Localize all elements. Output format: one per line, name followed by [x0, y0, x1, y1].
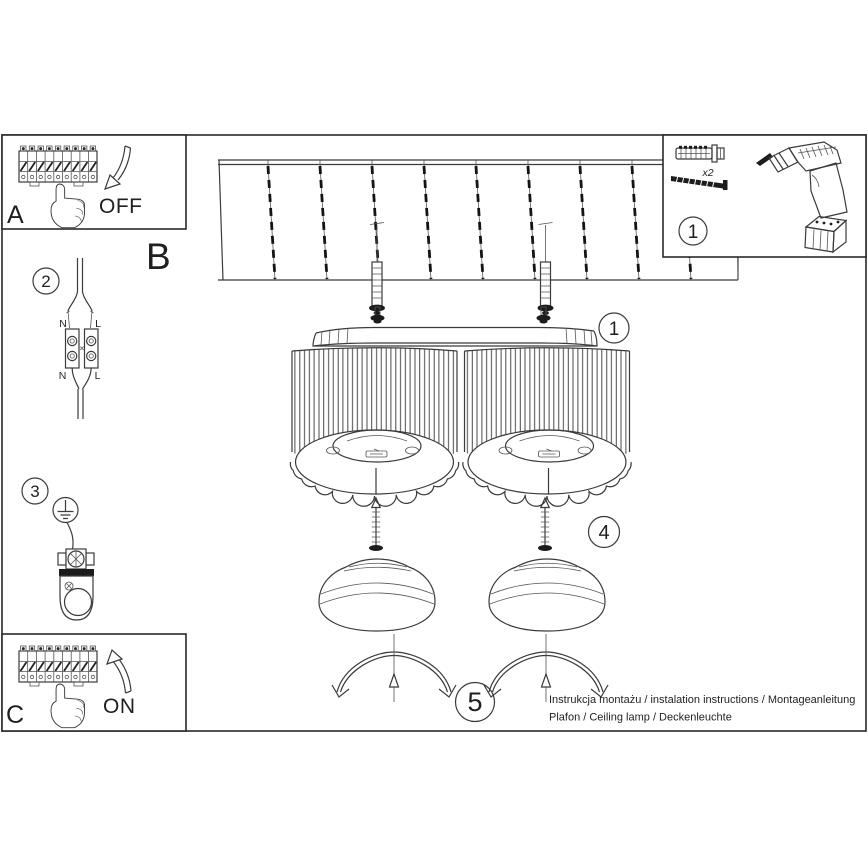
- on-label: ON: [103, 695, 136, 718]
- step4-number: 4: [598, 522, 610, 544]
- wiring-step: [33, 258, 101, 419]
- step3-badge: [22, 478, 48, 504]
- diffuser-cover: [319, 559, 605, 631]
- ground-wire: [67, 523, 73, 550]
- breaker-on-box: [2, 634, 186, 731]
- wire-l-bottom-label: L: [94, 370, 101, 382]
- step2-number: 2: [41, 272, 51, 291]
- footer-text: [549, 694, 855, 724]
- grounding-step: [22, 478, 94, 620]
- lamp-shade: [290, 348, 631, 507]
- ground-terminal-icon: [58, 549, 94, 569]
- tools-kit-box: [663, 135, 866, 257]
- step2-badge: [33, 268, 59, 294]
- panel-c-letter: C: [6, 701, 25, 729]
- wall-plug-icon: [369, 223, 554, 316]
- kit-number: 1: [687, 222, 699, 243]
- step3-number: 3: [30, 482, 40, 501]
- lamp-canopy: [313, 328, 597, 347]
- cable-icon: [67, 258, 94, 419]
- panel-a-letter: A: [7, 201, 24, 229]
- wire-n-top-label: N: [59, 318, 67, 330]
- wire-n-bottom-label: N: [58, 370, 67, 382]
- lamp-base-part: [59, 569, 94, 620]
- earth-symbol-icon: [53, 498, 78, 523]
- footer-line2: Plafon / Ceiling lamp / Deckenleuchte: [549, 711, 732, 724]
- fixing-screw-icon: [369, 498, 552, 551]
- step5-number: 5: [467, 687, 483, 717]
- off-label: OFF: [99, 195, 143, 218]
- breaker-off-box: [2, 135, 186, 229]
- terminal-block-icon: [66, 329, 99, 368]
- wire-l-top-label: L: [95, 318, 101, 330]
- footer-line1: Instrukcja montażu / instalation instructions / Montageanleitung: [549, 694, 856, 706]
- lamp-step-badge: [599, 313, 629, 343]
- canopy-screw-icon: [371, 307, 551, 324]
- section-b-label: B: [146, 236, 171, 277]
- dowel-plug-icon: [676, 145, 724, 162]
- lamp-body: [290, 307, 631, 506]
- step4-badge: [589, 517, 620, 548]
- lamp-step-number: 1: [608, 319, 620, 340]
- step5-badge: [456, 683, 495, 722]
- quantity-label: x2: [702, 167, 714, 179]
- ceiling-panel: [218, 160, 738, 315]
